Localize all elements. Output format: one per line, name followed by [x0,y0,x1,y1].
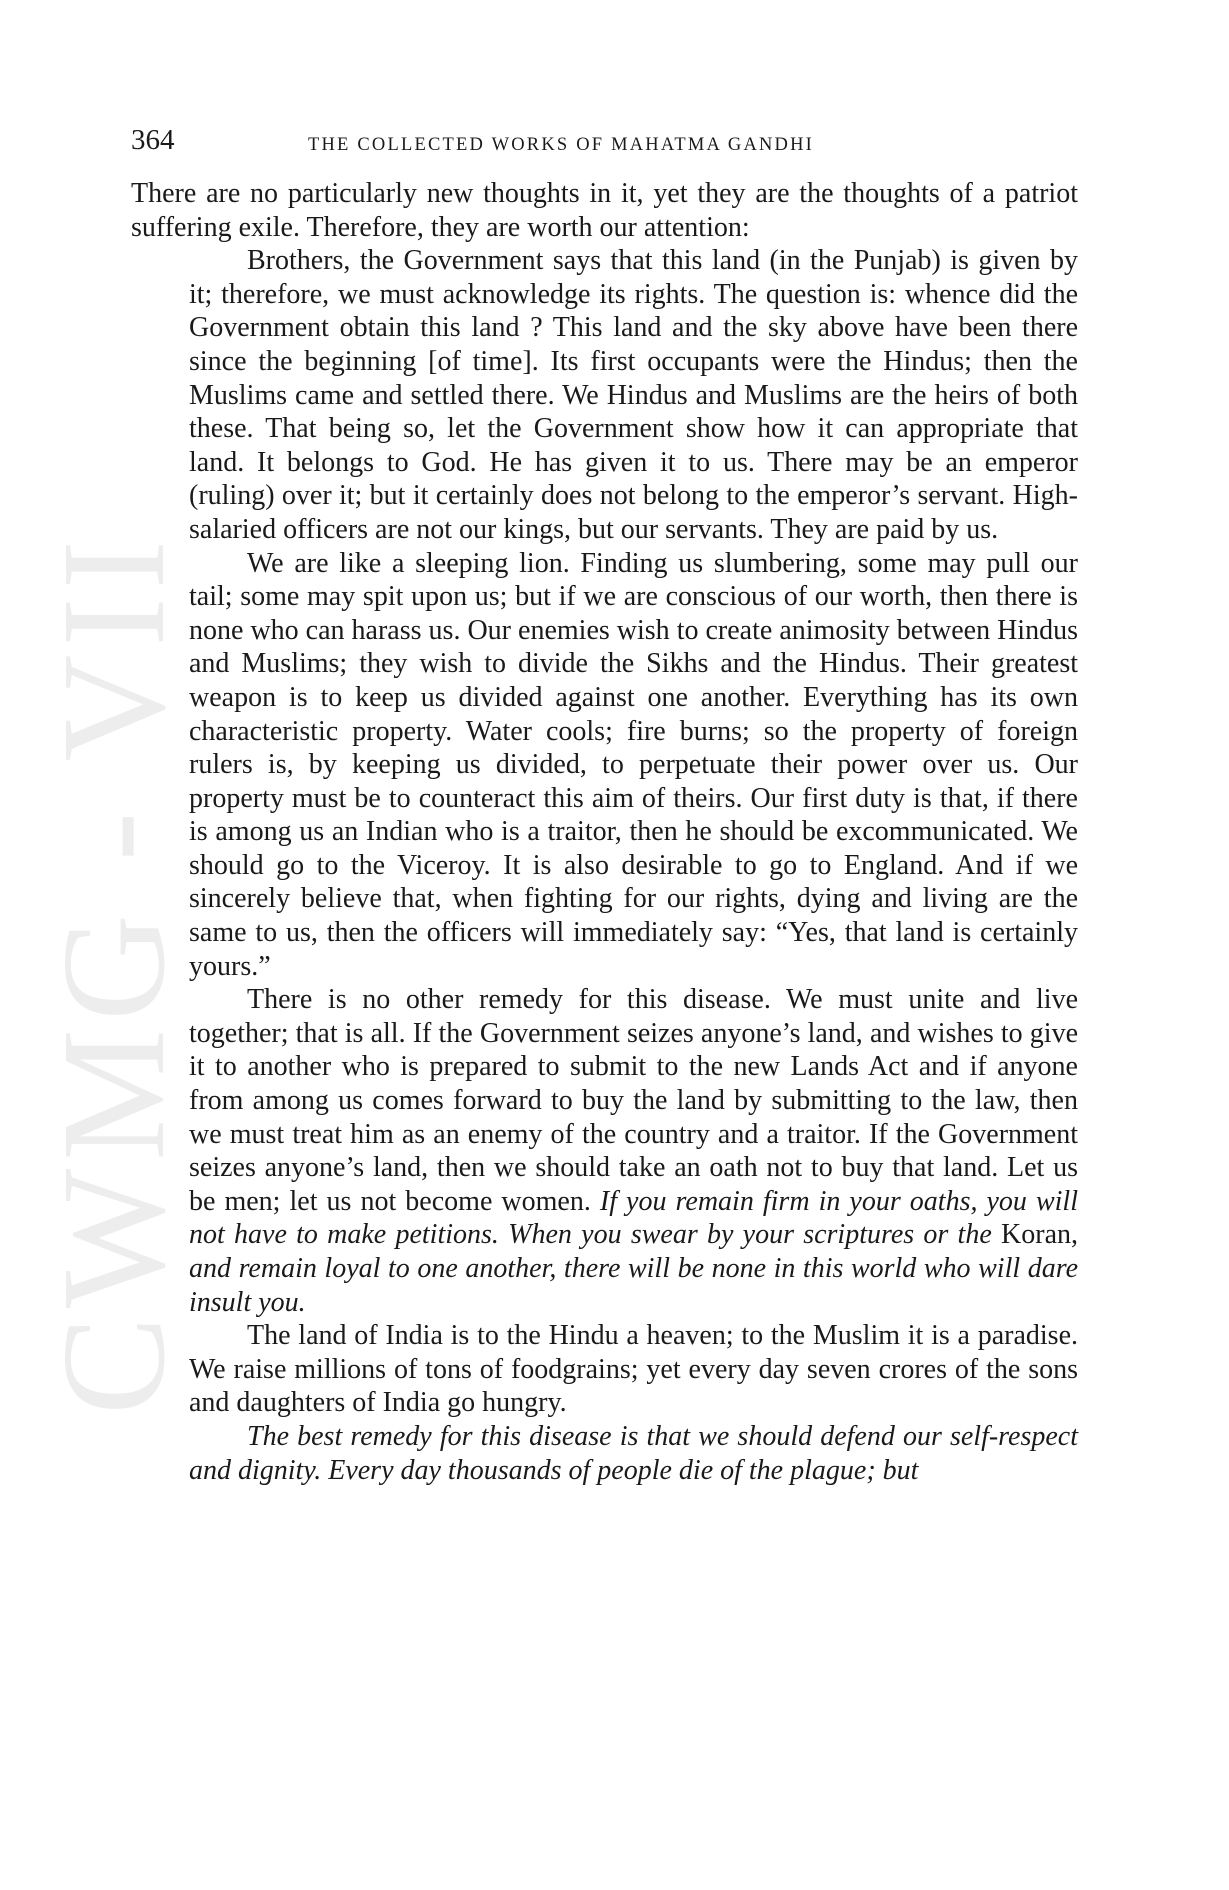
page-number: 364 [131,124,175,156]
quote-paragraph-2: We are like a sleeping lion. Finding us slumbering, some may pull our tail; some may spit upon us; but if we are conscious of our worth, then there is none who can harass us. Our enemies wish to create animosity between Hindus and Muslims; they wish to divide the Sikhs and the Hindus. Their greatest weapon is to keep us divided against one another. Everything has its own characteristic property. Water cools; fire burns; so the property of foreign rulers is, by keeping us divided, to perpetuate their power over us. Our property must be to counteract this aim of theirs. Our first duty is that, if there is among us an Indian who is a traitor, then he should be excommunicated. We should go to the Viceroy. It is also desirable to go to England. And if we sincerely believe that, when fighting for our rights, dying and living are the same to us, then the officers will immediately say: “Yes, that land is certainly yours.” [189,547,1078,982]
quote-3-koran: Koran, [1001,1219,1079,1251]
quote-3-italic-a: If you remain firm in your oaths, you will not have to make petitions. When you swear by your scriptures or the [189,1185,1078,1251]
quote-paragraph-1: Brothers, the Government says that this land (in the Punjab) is given by it; therefore, we must acknowledge its rights. The question is: whence did the Government obtain this land ? This land and the sky above have been there since the beginning [of time]. Its first occupants were the Hindus; then the Muslims came and settled there. We Hindus and Muslims are the heirs of both these. That being so, let the Government show how it can appropriate that land. It belongs to God. He has given it to us. There may be an emperor (ruling) over it; but it certainly does not belong to the emperor’s servant. High-salaried officers are not our kings, but our servants. They are paid by us. [189,245,1078,545]
quote-paragraph-3 [189,983,1078,1319]
quote-paragraph-4: The land of India is to the Hindu a heaven; to the Muslim it is a paradise. We raise millions of tons of foodgrains; yet every day seven crores of the sons and daughters of India go hungry. [189,1320,1078,1419]
quote-3-italic-b: and remain loyal to one another, there will be none in this world who will dare insult you. [189,1253,1078,1318]
quote-3-text: There is no other remedy for this disease. We must unite and live together; that is all. If the Government seizes anyone’s land, and wishes to give it to another who is prepared to submit to the new Lands Act and if anyone from among us comes forward to buy the land by submitting to the law, then we must treat him as an enemy of the country and a traitor. If the Government seizes anyone’s land, then we should take an oath not to buy that land. Let us be men; let us not become women. [189,984,1078,1217]
cwmg-watermark: CWMG - VII [32,532,196,1415]
running-title: THE COLLECTED WORKS OF MAHATMA GANDHI [308,135,815,155]
quote-paragraph-5: The best remedy for this disease is that we should defend our self-respect and dignity. Every day thousands of people die of the plague; but [189,1420,1078,1486]
intro-paragraph: There are no particularly new thoughts in it, yet they are the thoughts of a patriot suffering exile. Therefore, they are worth our attention: [131,178,1078,243]
page-body [131,177,1078,1487]
